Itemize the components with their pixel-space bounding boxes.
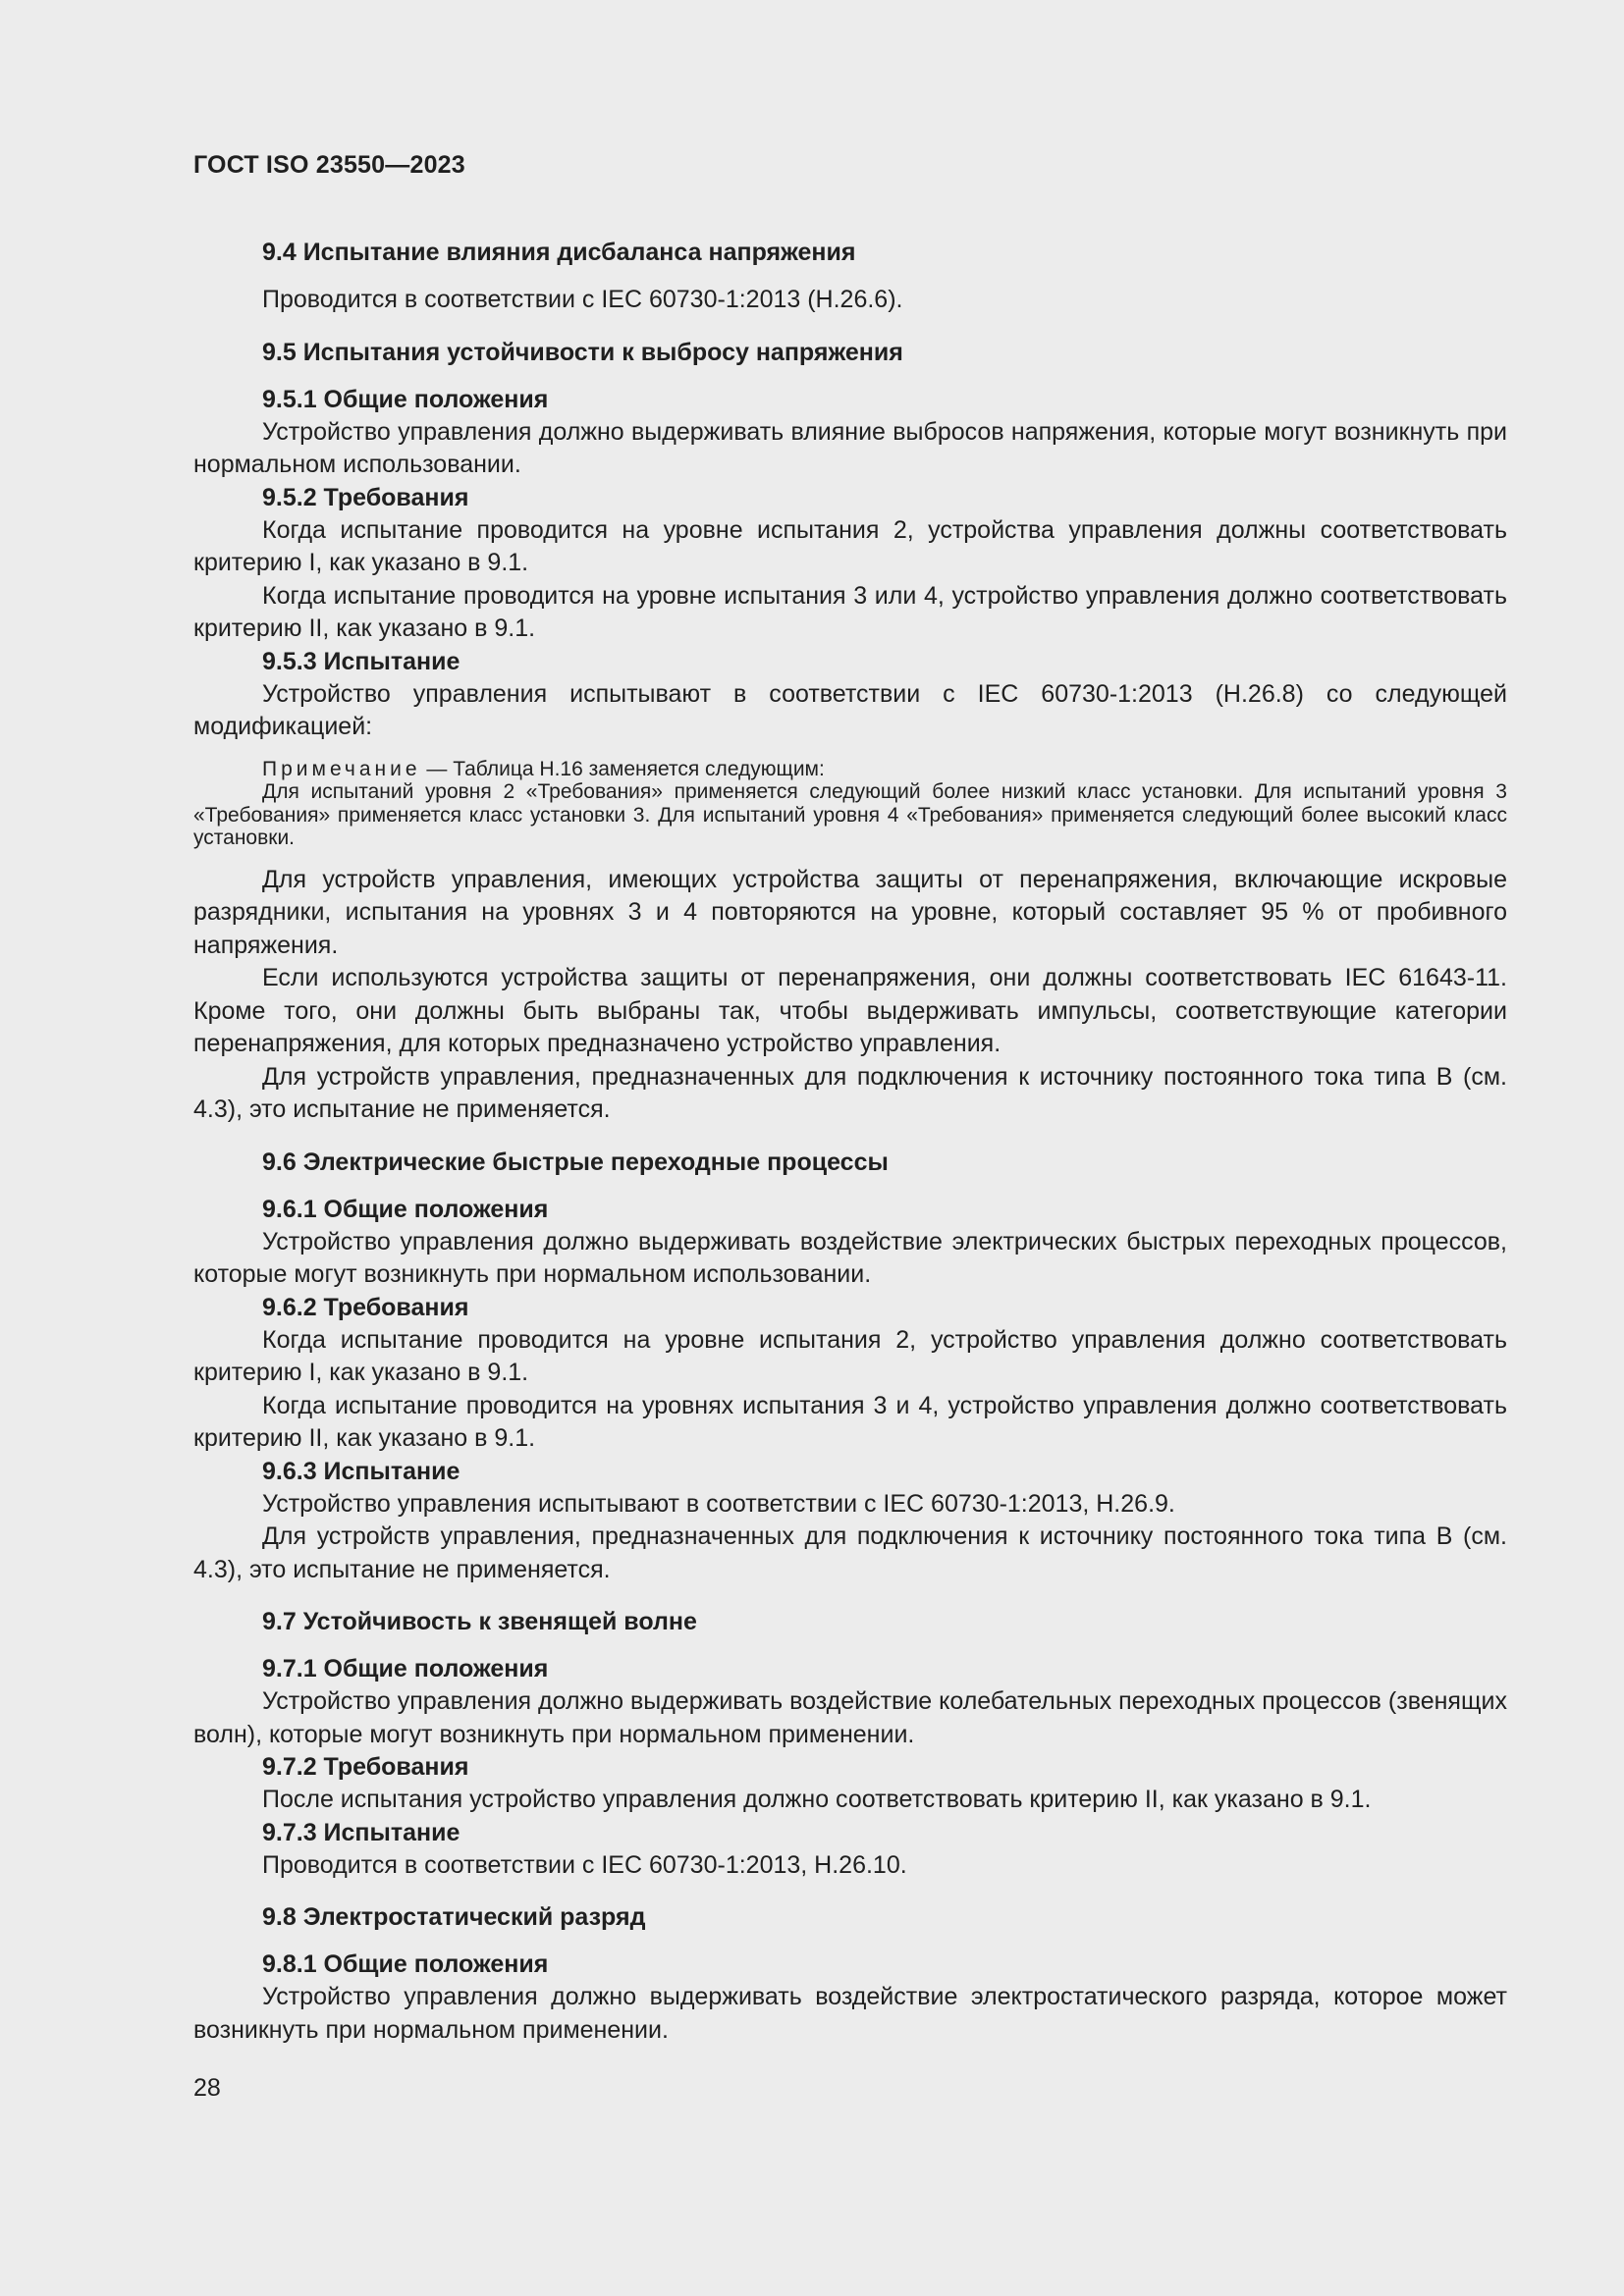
section-9-5-3-title: 9.5.3 Испытание <box>262 647 460 675</box>
section-9-7-3-title: 9.7.3 Испытание <box>262 1818 460 1846</box>
section-9-4-title: 9.4 Испытание влияния дисбаланса напряжения <box>262 239 856 266</box>
section-9-7-3-paragraph: Проводится в соответствии с IEC 60730-1:2013, Н.26.10. <box>262 1850 907 1879</box>
section-9-7-1-paragraph: Устройство управления должно выдерживать воздействие колебательных переходных процессов (звенящих волн), которые могут возникнуть при нормальном применении. <box>193 1687 1507 1748</box>
note-block <box>193 758 1507 850</box>
section-9-4-text: Проводится в соответствии с IEC 60730-1:2013 (Н.26.6). <box>262 286 903 313</box>
section-9-6-2-title: 9.6.2 Требования <box>262 1293 469 1321</box>
section-9-5-title: 9.5 Испытания устойчивости к выбросу напряжения <box>262 338 903 366</box>
section-9-5-3-paragraph-3: Если используются устройства защиты от перенапряжения, они должны соответствовать IEC 61643-11. Кроме того, они должны быть выбраны так, чтобы выдерживать импульсы, соответствующие категории перенапряжения, для которых предназначено устройство управления. <box>193 964 1507 1057</box>
section-9-6-3-paragraph-2: Для устройств управления, предназначенных для подключения к источнику постоянного тока типа В (см. 4.3), это испытание не применяется. <box>193 1522 1507 1583</box>
document-page <box>193 147 1507 2047</box>
section-9-7-2-paragraph: После испытания устройство управления должно соответствовать критерию II, как указано в 9.1. <box>262 1786 1372 1813</box>
section-9-6-2-paragraph-2: Когда испытание проводится на уровнях испытания 3 и 4, устройство управления должно соответствовать критерию II, как указано в 9.1. <box>193 1391 1507 1452</box>
section-9-7-1-title: 9.7.1 Общие положения <box>262 1655 549 1682</box>
section-9-5-1-title: 9.5.1 Общие положения <box>262 385 549 413</box>
note-label: Примечание <box>262 757 421 780</box>
page-number: 28 <box>193 2074 221 2102</box>
section-9-5-3-paragraph-2: Для устройств управления, имеющих устройства защиты от перенапряжения, включающие искровые разрядники, испытания на уровнях 3 и 4 повторяются на уровне, который составляет 95 % от пробивного напряжения. <box>193 865 1507 959</box>
section-9-6-1-paragraph: Устройство управления должно выдерживать воздействие электрических быстрых переходных процессов, которые могут возникнуть при нормальном использовании. <box>193 1227 1507 1288</box>
section-9-5-1-paragraph: Устройство управления должно выдерживать влияние выбросов напряжения, которые могут возникнуть при нормальном использовании. <box>193 417 1507 478</box>
section-9-8-title: 9.8 Электростатический разряд <box>262 1903 646 1931</box>
section-9-5-2-paragraph-2: Когда испытание проводится на уровне испытания 3 или 4, устройство управления должно соответствовать критерию II, как указано в 9.1. <box>193 581 1507 642</box>
section-9-5-2-paragraph-1: Когда испытание проводится на уровне испытания 2, устройства управления должны соответствовать критерию I, как указано в 9.1. <box>193 515 1507 576</box>
section-9-5-3-paragraph-4: Для устройств управления, предназначенных для подключения к источнику постоянного тока типа В (см. 4.3), это испытание не применяется. <box>193 1062 1507 1123</box>
section-9-6-1-title: 9.6.1 Общие положения <box>262 1195 549 1223</box>
section-9-6-3-title: 9.6.3 Испытание <box>262 1457 460 1485</box>
section-9-8-1-title: 9.8.1 Общие положения <box>262 1950 549 1978</box>
note-intro: — Таблица Н.16 заменяется следующим: <box>420 757 825 780</box>
document-header: ГОСТ ISO 23550—2023 <box>193 151 465 179</box>
section-9-7-title: 9.7 Устойчивость к звенящей волне <box>262 1608 697 1635</box>
section-9-8-1-paragraph: Устройство управления должно выдерживать воздействие электростатического разряда, которое может возникнуть при нормальном применении. <box>193 1983 1507 2044</box>
section-9-6-3-paragraph-1: Устройство управления испытывают в соответствии с IEC 60730-1:2013, Н.26.9. <box>262 1489 1175 1518</box>
note-body: Для испытаний уровня 2 «Требования» применяется следующий более низкий класс установки. Для испытаний уровня 3 «Требования» применяется класс установки 3. Для испытаний уровня 4 «Требования» применяется следующий более высокий класс установки. <box>193 780 1507 849</box>
note-title <box>193 758 1507 781</box>
section-9-5-2-title: 9.5.2 Требования <box>262 483 469 511</box>
section-9-7-2-title: 9.7.2 Требования <box>262 1753 469 1781</box>
section-9-6-title: 9.6 Электрические быстрые переходные процессы <box>262 1148 889 1176</box>
section-9-5-3-paragraph-1: Устройство управления испытывают в соответствии с IEC 60730-1:2013 (Н.26.8) со следующей модификацией: <box>193 679 1507 740</box>
section-9-6-2-paragraph-1: Когда испытание проводится на уровне испытания 2, устройство управления должно соответствовать критерию I, как указано в 9.1. <box>193 1325 1507 1386</box>
